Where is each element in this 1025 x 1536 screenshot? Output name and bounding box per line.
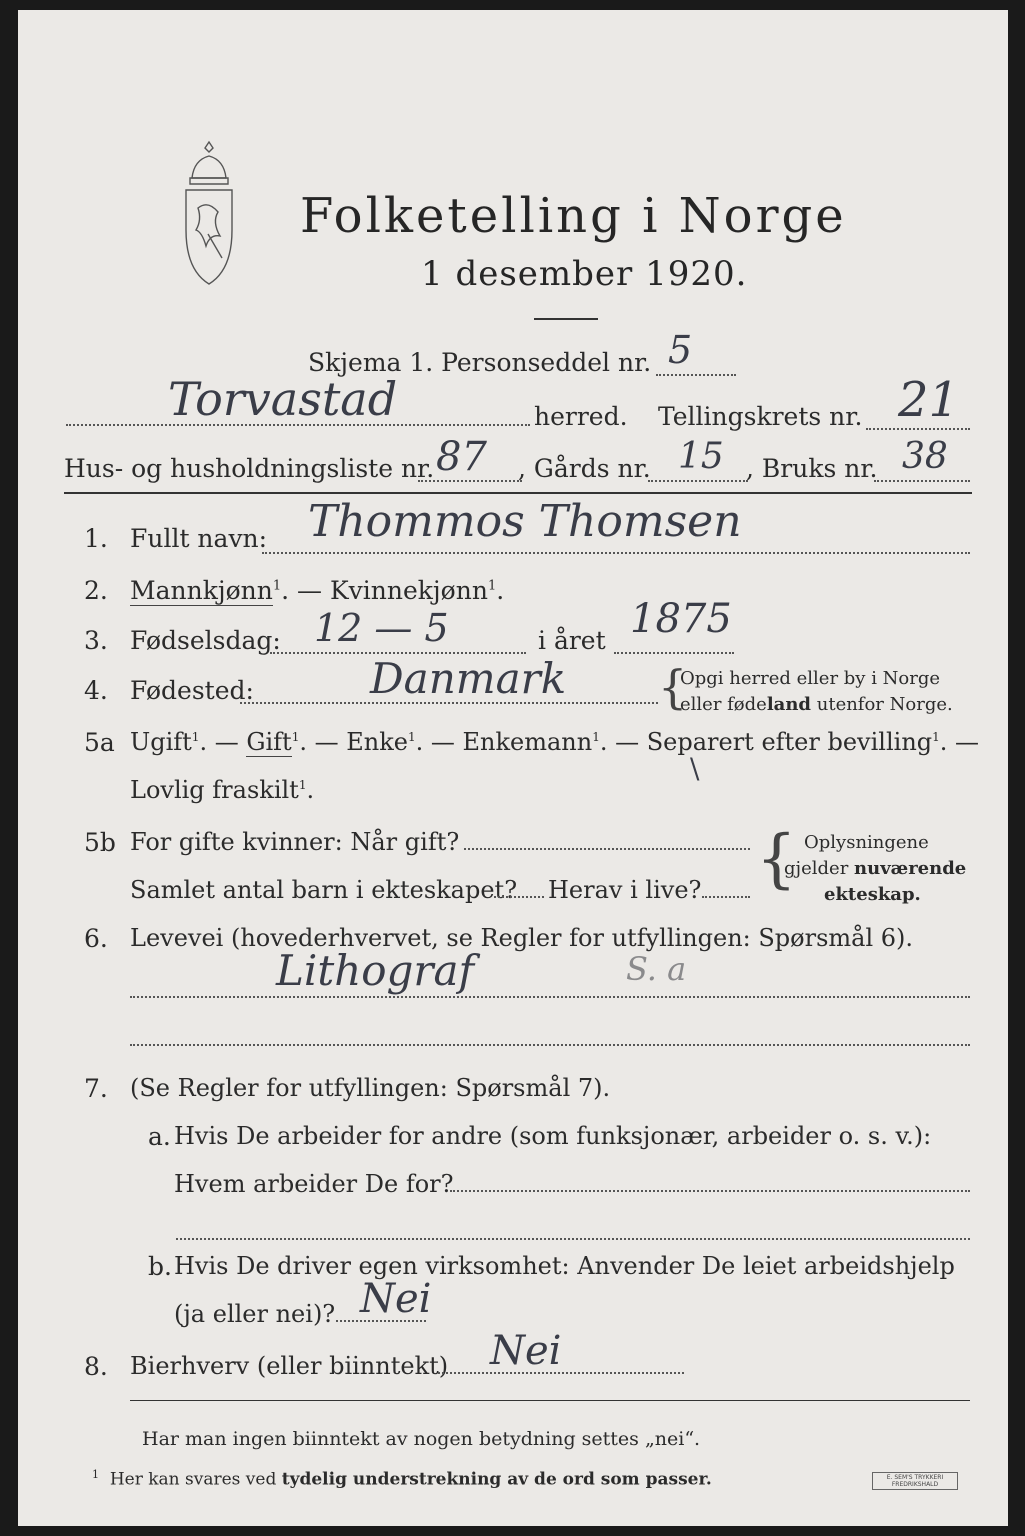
q5b-line-1-dots xyxy=(464,848,750,850)
footnote-number: 1 xyxy=(92,1468,99,1481)
q4-birthplace-value: Danmark xyxy=(370,654,567,703)
herred-value: Torvastad xyxy=(168,372,398,426)
q5a-end: . — xyxy=(939,728,980,756)
q7b-line-1: Hvis De driver egen virksomhet: Anvender De leiet arbeidshjelp xyxy=(174,1252,955,1280)
q5a-ugift: Ugift xyxy=(130,728,192,756)
herred-label: herred. xyxy=(534,402,628,431)
q3-year-value: 1875 xyxy=(630,596,732,642)
q3-label: Fødselsdag: xyxy=(130,626,281,655)
q5a-handwritten-mark: \ xyxy=(690,752,700,785)
bruks-line xyxy=(874,480,970,482)
gards-line xyxy=(648,480,748,482)
q6-line-1 xyxy=(130,996,970,998)
q7a-line-1: Hvis De arbeider for andre (som funksjonær, arbeider o. s. v.): xyxy=(174,1122,932,1150)
q5a-sup-a: 1 xyxy=(191,730,200,744)
census-date: 1 desember 1920. xyxy=(421,254,748,294)
q5a-enke: . — Enke xyxy=(299,728,408,756)
q7b-line-2: (ja eller nei)? xyxy=(174,1300,336,1328)
q5a-line-2-end: . xyxy=(306,776,315,804)
q7a-number: a. xyxy=(148,1122,171,1151)
personseddel-nr-value: 5 xyxy=(668,328,693,372)
q5a-sup-b: 1 xyxy=(291,730,300,744)
q8-value: Nei xyxy=(490,1328,562,1374)
tellingskrets-value: 21 xyxy=(898,372,960,428)
q3-number: 3. xyxy=(84,626,108,655)
q5a-sup-e: 1 xyxy=(932,730,940,744)
q7a-line-3-dots xyxy=(176,1238,970,1240)
tellingskrets-line xyxy=(866,428,970,430)
footer-note: Har man ingen biinntekt av nogen betydning settes „nei“. xyxy=(142,1428,701,1450)
q1-label: Fullt navn: xyxy=(130,524,268,553)
bruks-label: , Bruks nr. xyxy=(746,454,878,483)
q5b-note-2-pre: gjelder xyxy=(784,858,855,879)
census-form xyxy=(18,10,1008,1526)
q4-note-2 xyxy=(680,694,953,715)
q4-note-2-post: utenfor Norge. xyxy=(811,694,953,715)
title-underline xyxy=(534,318,598,320)
q7b-value: Nei xyxy=(360,1276,432,1322)
q5b-line-2: Samlet antal barn i ekteskapet? xyxy=(130,876,518,904)
q2-sup-2: 1 xyxy=(487,578,497,594)
q8-line xyxy=(438,1372,684,1374)
q5a-separert: . — Separert efter bevilling xyxy=(599,728,933,756)
q5a-sep-b: . — xyxy=(199,728,247,756)
q5a-gift: Gift xyxy=(246,728,292,756)
norwegian-coat-of-arms-icon xyxy=(178,138,240,298)
q2-mann-option: Mannkjønn xyxy=(130,576,273,605)
q4-note-1: Opgi herred eller by i Norge xyxy=(680,668,941,689)
q5a-number: 5a xyxy=(84,728,115,757)
q5a-sup-f: 1 xyxy=(298,778,307,792)
q5a-enkemann: . — Enkemann xyxy=(415,728,593,756)
husliste-value: 87 xyxy=(436,434,487,480)
stamp-line-1: E. SEM'S TRYKKERI xyxy=(886,1474,944,1481)
q5b-herav: Herav i live? xyxy=(548,876,702,904)
stamp-line-2: FREDRIKSHALD xyxy=(891,1481,939,1488)
bruks-value: 38 xyxy=(902,436,948,477)
q6-occupation-value: Lithograf xyxy=(276,946,475,995)
q6-number: 6. xyxy=(84,924,108,953)
q8-number: 8. xyxy=(84,1352,108,1381)
q7a-line-2-dots xyxy=(450,1190,970,1192)
footnote-pre: Her kan svares ved xyxy=(109,1469,282,1490)
q4-note-2-bold: land xyxy=(766,694,812,715)
q3-aaret-label: i året xyxy=(538,626,606,655)
printer-stamp xyxy=(872,1472,958,1490)
q4-number: 4. xyxy=(84,676,108,705)
q5b-note-2 xyxy=(784,858,966,879)
q5b-note-3-bold: ekteskap. xyxy=(824,884,921,905)
tellingskrets-label: Tellingskrets nr. xyxy=(658,402,863,431)
q5b-note-3 xyxy=(824,884,921,905)
q5a-sup-d: 1 xyxy=(592,730,600,744)
footnote-bold: tydelig understrekning av de ord som passer. xyxy=(281,1469,712,1490)
q5b-number: 5b xyxy=(84,828,116,857)
q3-year-line xyxy=(614,652,734,654)
q7-label: (Se Regler for utfyllingen: Spørsmål 7). xyxy=(130,1074,611,1102)
gards-value: 15 xyxy=(678,436,724,477)
q2-end: . xyxy=(496,576,505,605)
q1-line xyxy=(262,552,970,554)
q5a-line-1 xyxy=(130,728,979,756)
q2-number: 2. xyxy=(84,576,108,605)
q4-line xyxy=(240,702,658,704)
q8-label: Bierhverv (eller biinntekt) xyxy=(130,1352,449,1380)
form-title: Folketelling i Norge xyxy=(300,188,847,244)
q7b-line-dots xyxy=(336,1320,426,1322)
header-divider xyxy=(64,492,972,494)
q6-label: Levevei (hovederhvervet, se Regler for utfyllingen: Spørsmål 6). xyxy=(130,924,914,952)
q5a-line-2 xyxy=(130,776,314,804)
q5b-herav-dots xyxy=(702,896,750,898)
q6-note-value: S. a xyxy=(626,950,687,988)
q4-label: Fødested: xyxy=(130,676,254,705)
q1-number: 1. xyxy=(84,524,108,553)
q5b-note-2-bold: nuværende xyxy=(854,858,967,879)
q5a-sup-c: 1 xyxy=(407,730,416,744)
q7a-line-2: Hvem arbeider De for? xyxy=(174,1170,454,1198)
q5b-line-1: For gifte kvinner: Når gift? xyxy=(130,828,460,856)
q4-brace: { xyxy=(658,660,688,714)
footer-divider xyxy=(130,1400,970,1401)
husliste-label: Hus- og husholdningsliste nr. xyxy=(64,454,435,483)
q5b-line-2-dots xyxy=(494,896,544,898)
q5a-fraskilt: Lovlig fraskilt xyxy=(130,776,299,804)
q4-note-2-pre: eller føde xyxy=(680,694,767,715)
footnote xyxy=(92,1468,712,1490)
q7-number: 7. xyxy=(84,1074,108,1103)
q2-text xyxy=(130,576,504,605)
q2-sup-1: 1 xyxy=(272,578,282,594)
q7b-number: b. xyxy=(148,1252,172,1281)
q1-full-name-value: Thommos Thomsen xyxy=(308,496,742,547)
q3-birthday-value: 12 — 5 xyxy=(314,606,449,650)
personseddel-nr-line xyxy=(656,374,736,376)
gards-label: , Gårds nr. xyxy=(518,454,651,483)
schema-label: Skjema 1. Personseddel nr. xyxy=(308,348,652,377)
herred-line xyxy=(66,424,530,426)
q5b-note-1: Oplysningene xyxy=(804,832,929,853)
q2-kvinne-option: . — Kvinnekjønn xyxy=(281,576,488,605)
q5b-brace: { xyxy=(756,822,797,896)
husliste-line xyxy=(418,480,522,482)
q6-line-2 xyxy=(130,1044,970,1046)
